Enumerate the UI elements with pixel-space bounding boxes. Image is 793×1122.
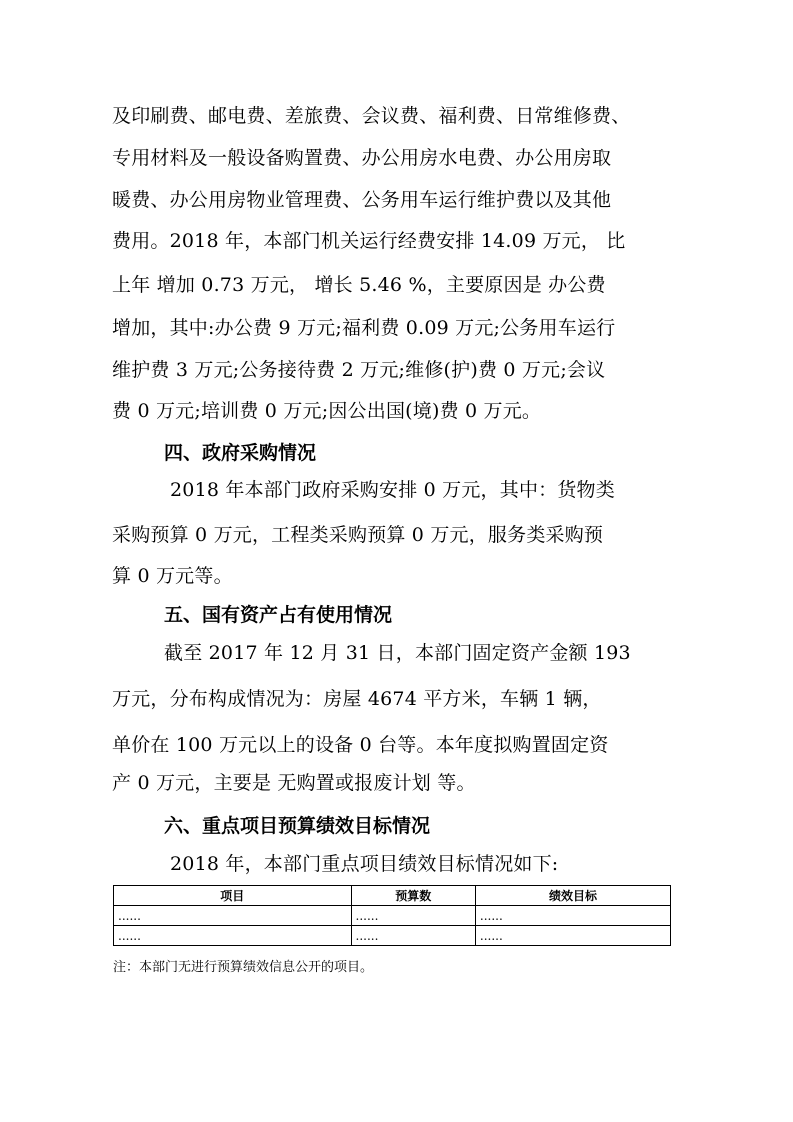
paragraph-line: 费 0 万元;培训费 0 万元;因公出国(境)费 0 万元。 — [112, 400, 542, 422]
paragraph-line: 采购预算 0 万元，工程类采购预算 0 万元，服务类采购预 — [112, 524, 604, 546]
table-row — [114, 906, 671, 926]
table-cell: ...... — [114, 926, 352, 946]
section-heading-performance-goals: 六、重点项目预算绩效目标情况 — [164, 815, 431, 837]
table-cell: ...... — [114, 906, 352, 926]
paragraph-line: 及印刷费、邮电费、差旅费、会议费、福利费、日常维修费、 — [112, 105, 631, 127]
paragraph-line: 增加，其中:办公费 9 万元;福利费 0.09 万元;公务用车运行 — [112, 317, 616, 339]
column-header-budget: 预算数 — [351, 886, 475, 906]
table-cell: ...... — [351, 926, 475, 946]
table-cell: ...... — [351, 906, 475, 926]
performance-goals-table — [113, 885, 671, 946]
paragraph-line: 算 0 万元等。 — [112, 565, 233, 587]
paragraph-line: 截至 2017 年 12 月 31 日，本部门固定资产金额 193 — [164, 642, 631, 664]
paragraph-line: 2018 年本部门政府采购安排 0 万元，其中：货物类 — [170, 479, 615, 501]
paragraph-line: 单价在 100 万元以上的设备 0 台等。本年度拟购置固定资 — [112, 734, 609, 756]
table-cell: ...... — [475, 926, 670, 946]
table-cell: ...... — [475, 906, 670, 926]
paragraph-line: 费用。2018 年，本部门机关运行经费安排 14.09 万元， 比 — [112, 230, 626, 252]
table-footnote: 注：本部门无进行预算绩效信息公开的项目。 — [113, 960, 374, 975]
paragraph-line: 维护费 3 万元;公务接待费 2 万元;维修(护)费 0 万元;会议 — [112, 359, 606, 381]
paragraph-line: 专用材料及一般设备购置费、办公用房水电费、办公用房取 — [112, 147, 612, 169]
table-header-row — [114, 886, 671, 906]
paragraph-line: 万元，分布构成情况为：房屋 4674 平方米，车辆 1 辆， — [112, 688, 602, 710]
paragraph-line: 2018 年，本部门重点项目绩效目标情况如下: — [170, 853, 559, 875]
paragraph-line: 暖费、办公用房物业管理费、公务用车运行维护费以及其他 — [112, 189, 612, 211]
column-header-project: 项目 — [114, 886, 352, 906]
paragraph-line: 产 0 万元，主要是 无购置或报废计划 等。 — [112, 772, 476, 794]
paragraph-line: 上年 增加 0.73 万元， 增长 5.46 %，主要原因是 办公费 — [112, 274, 606, 296]
column-header-goal: 绩效目标 — [475, 886, 670, 906]
section-heading-procurement: 四、政府采购情况 — [164, 442, 317, 464]
section-heading-assets: 五、国有资产占有使用情况 — [164, 604, 393, 626]
table-row — [114, 926, 671, 946]
